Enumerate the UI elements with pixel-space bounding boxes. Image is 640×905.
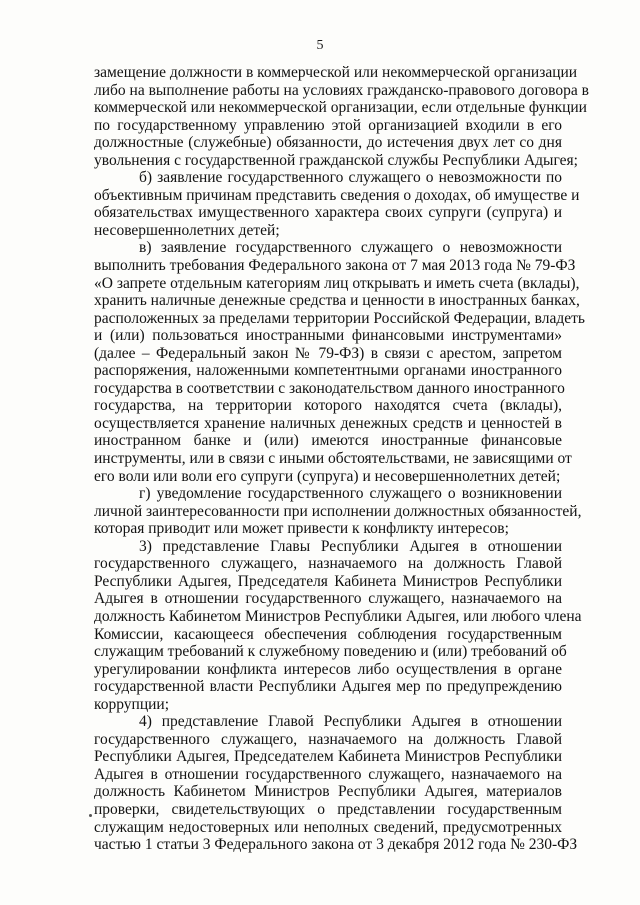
page-number: 5 [316, 38, 324, 53]
text-line: либо на выполнение работы на условиях гражданско-правового договора в [94, 81, 589, 99]
text-line: 3) представление Главы Республики Адыгея в отношении [139, 537, 562, 555]
text-line: по государственному управлению этой организацией входили в его [94, 116, 562, 134]
text-line: «О запрете отдельным категориям лиц открывать и иметь счета (вклады), [94, 274, 580, 292]
text-line: Комиссии, касающееся обеспечения соблюдения государственным [94, 625, 562, 643]
text-line: его воли или воли его супруги (супруга) и несовершеннолетних детей; [94, 467, 561, 485]
text-line: б) заявление государственного служащего о невозможности по [139, 169, 562, 187]
text-line: замещение должности в коммерческой или некоммерческой организации [94, 64, 578, 81]
text-line: проверки, свидетельствующих о представлении государственным [94, 800, 562, 818]
text-line: инструменты, или в связи с иными обстоятельствами, не зависящими от [94, 450, 572, 468]
text-line: осуществляется хранение наличных денежных средств и ценностей в [94, 414, 562, 432]
text-line: расположенных за пределами территории Российской Федерации, владеть [94, 309, 585, 327]
text-line: выполнить требования Федерального закона от 7 мая 2013 года № 79-ФЗ [94, 257, 576, 275]
text-line: несовершеннолетних детей; [94, 221, 280, 239]
text-line: (далее – Федеральный закон № 79-ФЗ) в связи с арестом, запретом [94, 344, 562, 362]
text-line: Республики Адыгея, Председателя Кабинета Министров Республики [94, 572, 562, 590]
text-line: служащим недостоверных или неполных сведений, предусмотренных [94, 818, 562, 836]
text-line: государства в соответствии с законодательством данного иностранного [94, 379, 565, 397]
text-line: коммерческой или некоммерческой организации, если отдельные функции [94, 99, 587, 117]
text-line: в) заявление государственного служащего о невозможности [139, 239, 562, 257]
text-line: должность Кабинетом Министров Республики Адыгея, материалов [94, 783, 562, 801]
text-line: которая приводит или может привести к конфликту интересов; [94, 520, 509, 538]
text-line: государства, на территории которого находятся счета (вклады), [94, 397, 562, 415]
text-line: частью 1 статьи 3 Федерального закона от 3 декабря 2012 года № 230-ФЗ [94, 836, 578, 854]
text-line: хранить наличные денежные средства и ценности в иностранных банках, [94, 292, 580, 310]
text-line: иностранном банке и (или) имеются иностранные финансовые [94, 432, 562, 450]
text-line: государственной власти Республики Адыгея мер по предупреждению [94, 678, 562, 696]
scan-dot-mark [89, 814, 92, 817]
text-line: должностные (служебные) обязанности, до истечения двух лет со дня [94, 134, 562, 152]
text-line: объективным причинам представить сведения о доходах, об имуществе и [94, 186, 580, 204]
text-line: распоряжения, наложенными компетентными органами иностранного [94, 362, 562, 380]
text-line: Республики Адыгея, Председателем Кабинета Министров Республики [94, 748, 562, 766]
text-line: увольнения с государственной гражданской службы Республики Адыгея; [94, 151, 578, 169]
text-line: урегулировании конфликта интересов либо осуществления в органе [94, 660, 562, 678]
text-line: должность Кабинетом Министров Республики Адыгея, или любого члена [94, 607, 582, 625]
text-line: Адыгея в отношении государственного служащего, назначаемого на [94, 765, 562, 783]
text-line: государственного служащего, назначаемого на должность Главой [94, 730, 562, 748]
text-line: государственного служащего, назначаемого на должность Главой [94, 555, 562, 573]
text-line: коррупции; [94, 695, 170, 713]
text-line: и (или) пользоваться иностранными финансовыми инструментами» [94, 327, 562, 345]
text-line: служащим требований к служебному поведению и (или) требований об [94, 643, 567, 661]
text-line: личной заинтересованности при исполнении должностных обязанностей, [94, 502, 582, 520]
document-body [94, 64, 589, 854]
text-line: г) уведомление государственного служащего о возникновении [139, 485, 562, 503]
text-line: 4) представление Главой Республики Адыгея в отношении [139, 713, 562, 731]
text-line: Адыгея в отношении государственного служащего, назначаемого на [94, 590, 562, 608]
text-line: обязательствах имущественного характера своих супруги (супруга) и [94, 204, 562, 222]
